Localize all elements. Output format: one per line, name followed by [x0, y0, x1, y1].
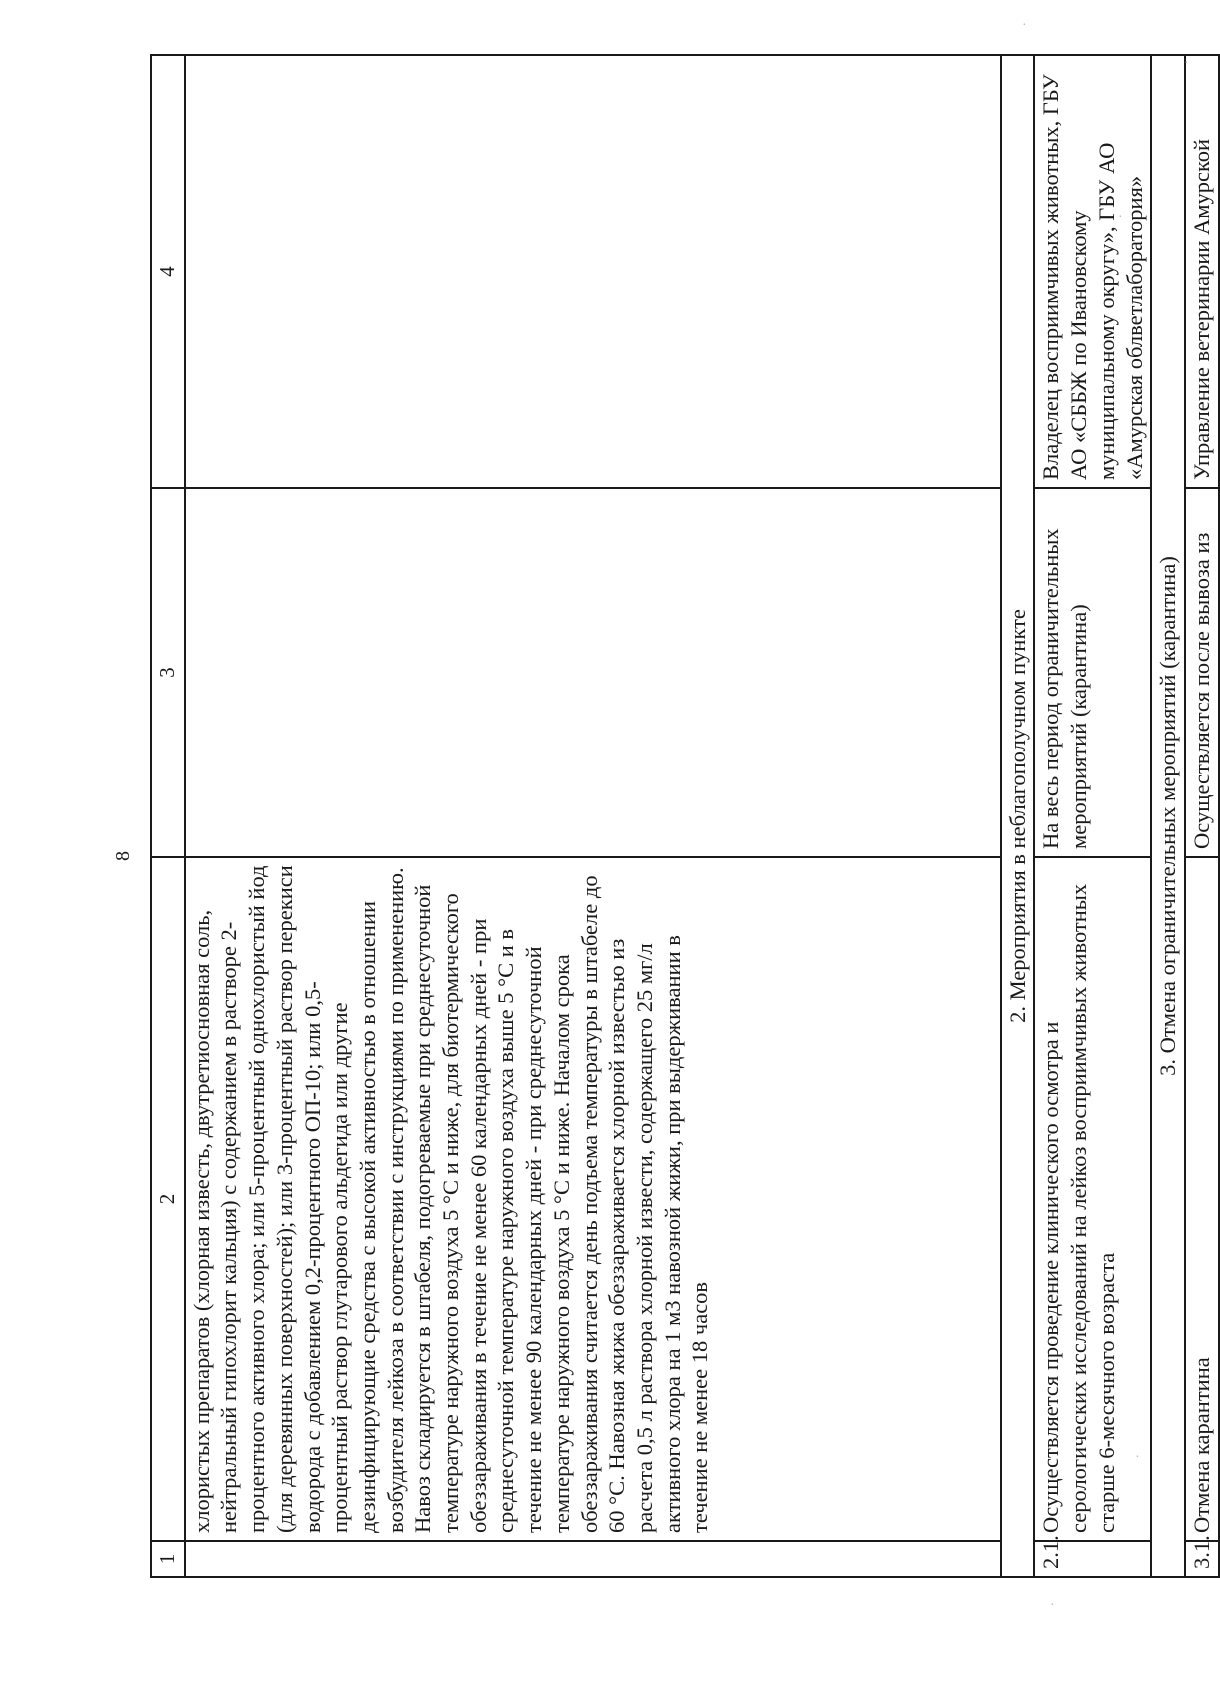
row-responsible: Управление ветеринарии Амурской — [1185, 55, 1219, 488]
table-row — [1034, 55, 1151, 1577]
header-col-4: 4 — [151, 55, 185, 488]
section-2-title: 2. Мероприятия в неблагополучном пункте — [1001, 55, 1035, 1577]
row-responsible: Владелец восприимчивых животных, ГБУ АО «СББЖ по Ивановскому муниципальному округу», ГБУ АО «Амурская облветлаборатория» — [1034, 55, 1151, 488]
page-number: 8 — [112, 851, 134, 861]
scan-speck: · — [1118, 210, 1123, 225]
table-row — [1185, 55, 1219, 1577]
row-term: Осуществляется после вывоза из — [1185, 488, 1219, 857]
section-3-title: 3. Отмена ограничительных мероприятий (карантина) — [1151, 55, 1185, 1577]
section-2-heading-row — [1001, 55, 1035, 1577]
continued-row — [185, 55, 1001, 1577]
row-number: 2.1. — [1034, 1541, 1151, 1577]
row-number: 3.1. — [1185, 1541, 1219, 1577]
scan-speck: · — [1050, 1598, 1055, 1613]
row-measure: Осуществляется проведение клинического осмотра и серологических исследований на лейкоз восприимчивых животных старше 6-месячного возраста — [1034, 857, 1151, 1541]
scan-speck: · — [1135, 1450, 1140, 1465]
section-3-heading-row — [1151, 55, 1185, 1577]
measures-table — [150, 54, 1220, 1578]
header-col-3: 3 — [151, 488, 185, 857]
cell-term — [185, 488, 1001, 857]
row-term: На весь период ограничительных мероприятий (карантина) — [1034, 488, 1151, 857]
scan-speck: · — [1022, 18, 1027, 33]
header-row — [151, 55, 185, 1577]
cell-responsible — [185, 55, 1001, 488]
header-col-1: 1 — [151, 1541, 185, 1577]
header-col-2: 2 — [151, 857, 185, 1541]
scan-speck: · — [1184, 56, 1189, 71]
cell-number — [185, 1541, 1001, 1577]
cell-measure: хлористых препаратов (хлорная известь, двутретиосновная соль, нейтральный гипохлорит кальция) с содержанием в растворе 2-процентного активного хлора; или 5-процентный однохлористый йод (для деревянных поверхностей); или 3-процентный раствор перекиси водорода с добавлением 0,2-процентного ОП-10; или 0,5-процентный раствор глутарового альдегида или другие дезинфицирующие средства с высокой активностью в отношении возбудителя лейкоза в соответствии с инструкциями по применению. Навоз складируется в штабеля, подогреваемые при среднесуточной температуре наружного воздуха 5 °С и ниже, для биотермического обеззараживания в течение не менее 60 календарных дней - при среднесуточной температуре наружного воздуха выше 5 °С и в течение не менее 90 календарных дней - при среднесуточной температуре наружного воздуха 5 °С и ниже. Началом срока обеззараживания считается день подъема температуры в штабеле до 60 °С. Навозная жижа обеззараживается хлорной известью из расчета 0,5 л раствора хлорной извести, содержащего 25 мг/л активного хлора на 1 м3 навозной жижи, при выдерживании в течение не менее 18 часов — [185, 857, 1001, 1541]
row-measure: Отмена карантина — [1185, 857, 1219, 1541]
